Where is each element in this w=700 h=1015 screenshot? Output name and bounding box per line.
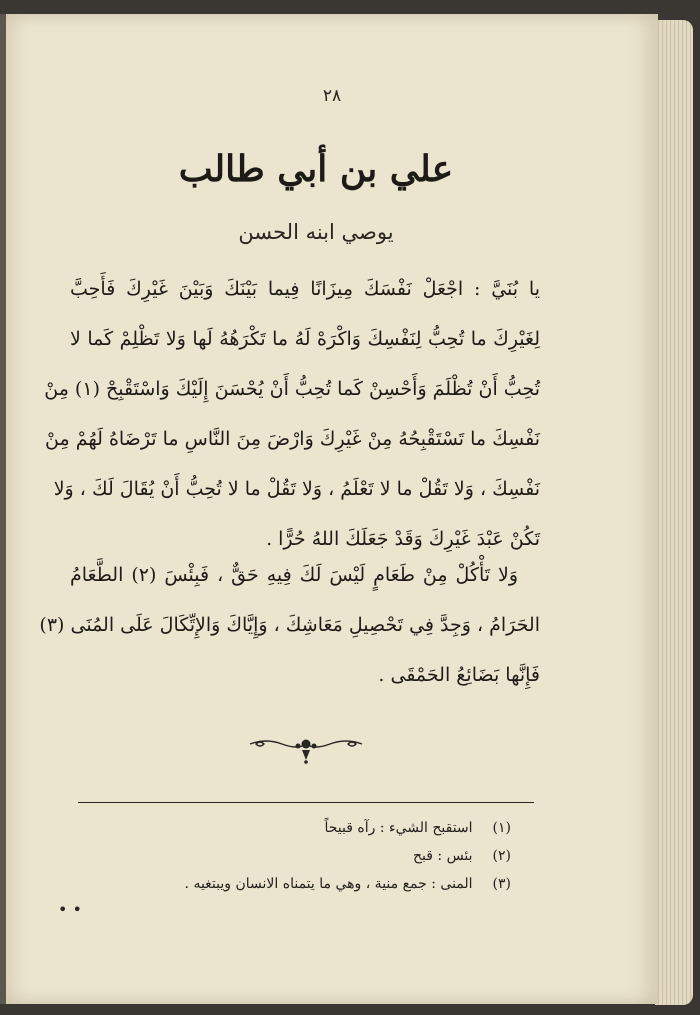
footnote-text: المنى : جمع منية ، وهي ما يتمناه الانسان ويبتغيه . [184, 876, 473, 892]
page-number: ٢٨ [322, 86, 342, 106]
text-line: فَإِنَّها بَضَائِعُ الحَمْقَى . [378, 664, 540, 686]
footnote-separator [78, 802, 534, 803]
text-line: يا بُنَيَّ : اجْعَلْ نَفْسَكَ مِيزَانًا فِيما بَيْنَكَ وَبَيْنَ غَيْرِكَ فَأَحِبَّ [70, 278, 540, 300]
footnote-number: (٣) [492, 876, 511, 892]
text-line: وَلا تَأْكُلْ مِنْ طَعَامٍ لَيْسَ لَكَ فِيهِ حَقٌّ ، فَبِئْسَ (٢) الطَّعَامُ [70, 564, 519, 586]
page-title: علي بن أبي طالب [178, 148, 454, 190]
paragraph-food [39, 550, 540, 700]
text-line: الحَرَامُ ، وَجِدَّ فِي تَحْصِيلِ مَعَاشِكَ ، وَإِيَّاكَ وَالإِتِّكَالَ عَلَى المُنَى (٣) [39, 614, 540, 636]
text-line: تَكُنْ عَبْدَ غَيْرِكَ وَقَدْ جَعَلَكَ اللهُ حُرًّا . [266, 528, 540, 550]
text-line: تُحِبُّ أَنْ تُظْلَمَ وَأَحْسِنْ كَما تُحِبُّ أَنْ يُحْسَنَ إِلَيْكَ وَاسْتَقْبِحْ (١) مِنْ [44, 378, 540, 400]
footnote-1 [146, 814, 511, 842]
text-line: نَفْسِكَ ، وَلا تَقُلْ ما لا تَعْلَمُ ، وَلا تَقُلْ ما لا تُحِبُّ أَنْ يُقَالَ لَكَ ، وَلا [53, 478, 540, 500]
book-page [6, 14, 658, 1004]
footnote-2 [146, 842, 511, 870]
text-line: نَفْسِكَ ما تَسْتَقْبِحُهُ مِنْ غَيْرِكَ وَارْضَ مِنَ النَّاسِ ما تَرْضَاهُ لَهُمْ مِنْ [45, 428, 540, 450]
text-line: لِغَيْرِكَ ما تُحِبُّ لِنَفْسِكَ وَاكْرَهْ لَهُ ما تَكْرَهُهُ لَها وَلا تَظْلِمْ كَما لا [70, 328, 540, 350]
footnotes [146, 814, 511, 898]
ornament-divider-icon [246, 730, 366, 766]
paragraph-advice [44, 264, 540, 564]
footnote-number: (١) [492, 820, 511, 836]
footnote-text: استقبح الشيء : رآه قبيحاً [324, 820, 473, 836]
page-edges [655, 20, 693, 1005]
footnote-3 [146, 870, 511, 898]
footnote-number: (٢) [492, 848, 511, 864]
page-subtitle: يوصي ابنه الحسن [238, 220, 394, 244]
margin-mark: • • [58, 900, 82, 919]
footnote-text: بئس : قبح [413, 848, 473, 864]
